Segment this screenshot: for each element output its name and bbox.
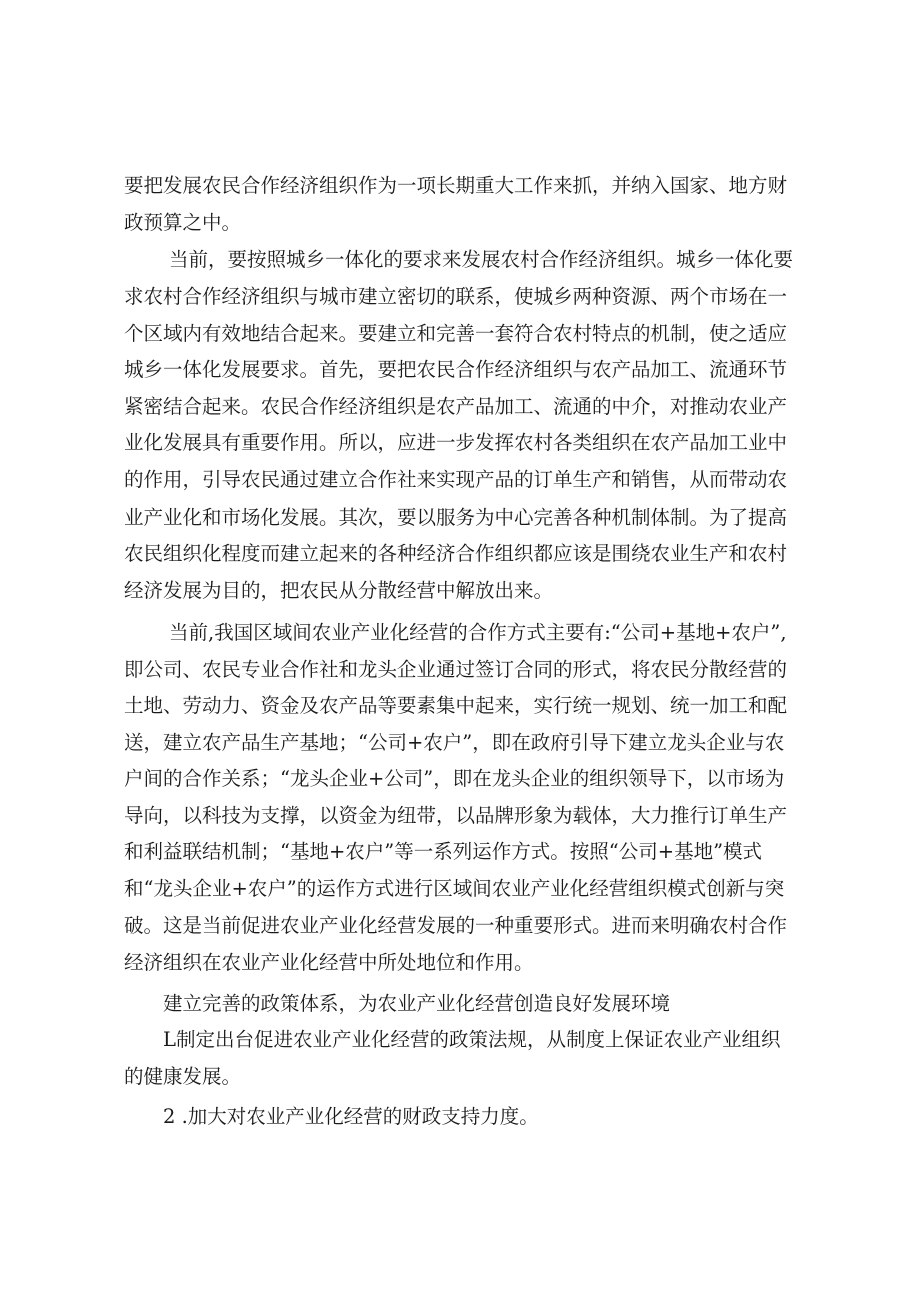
text-line-5: 个区域内有效地结合起来。要建立和完善一套符合农村特点的机制，使之适应 (124, 322, 788, 345)
text-line-1: 要把发展农民合作经济组织作为一项长期重大工作来抓，并纳入国家、地方财 (124, 174, 788, 197)
text-line-23: 建立完善的政策体系，为农业产业化经营创造良好发展环境 (163, 992, 671, 1015)
text-line-10: 业产业化和市场化发展。其次，要以服务为中心完善各种机制体制。为了提高 (124, 506, 788, 529)
text-line-26: 2 .加大对农业产业化经营的财政支持力度。 (163, 1105, 539, 1128)
text-line-16: 送，建立农产品生产基地；“公司+农户”，即在政府引导下建立龙头企业与农 (124, 731, 785, 754)
text-line-12: 经济发展为目的，把农民从分散经营中解放出来。 (124, 579, 554, 602)
text-line-20: 和“龙头企业+农户”的运作方式进行区域间农业产业化经营组织模式创新与突 (124, 877, 785, 900)
text-line-11: 农民组织化程度而建立起来的各种经济合作组织都应该是围绕农业生产和农村 (124, 542, 788, 565)
text-line-14: 即公司、农民专业合作社和龙头企业通过签订合同的形式，将农民分散经营的 (124, 658, 788, 681)
text-line-9: 的作用，引导农民通过建立合作社来实现产品的订单生产和销售，从而带动农 (124, 468, 788, 491)
text-line-13: 当前,我国区域间农业产业化经营的合作方式主要有:“公司+基地+农户”, (169, 621, 787, 644)
text-line-8: 业化发展具有重要作用。所以，应进一步发挥农村各类组织在农产品加工业中 (124, 431, 788, 454)
text-line-19: 和利益联结机制；“基地+农户”等一系列运作方式。按照“公司+基地”模式 (124, 840, 763, 863)
text-line-24: L制定出台促进农业产业化经营的政策法规，从制度上保证农业产业组织 (163, 1028, 781, 1051)
text-line-15: 土地、劳动力、资金及农产品等要素集中起来，实行统一规划、统一加工和配 (124, 694, 788, 717)
text-line-21: 破。这是当前促进农业产业化经营发展的一种重要形式。进而来明确农村合作 (124, 914, 788, 937)
text-line-17: 户间的合作关系；“龙头企业+公司”，即在龙头企业的组织领导下，以市场为 (124, 767, 785, 790)
text-line-22: 经济组织在农业产业化经营中所处地位和作用。 (124, 951, 534, 974)
text-line-6: 城乡一体化发展要求。首先，要把农民合作经济组织与农产品加工、流通环节 (124, 358, 788, 381)
text-line-7: 紧密结合起来。农民合作经济组织是农产品加工、流通的中介，对推动农业产 (124, 395, 788, 418)
text-line-18: 导向，以科技为支撑，以资金为纽带，以品牌形象为载体，大力推行订单生产 (124, 804, 788, 827)
text-line-2: 政预算之中。 (124, 211, 242, 234)
text-line-25: 的健康发展。 (124, 1065, 242, 1088)
text-line-3: 当前，要按照城乡一体化的要求来发展农村合作经济组织。城乡一体化要 (169, 248, 794, 271)
text-line-4: 求农村合作经济组织与城市建立密切的联系，使城乡两种资源、两个市场在一 (124, 285, 788, 308)
